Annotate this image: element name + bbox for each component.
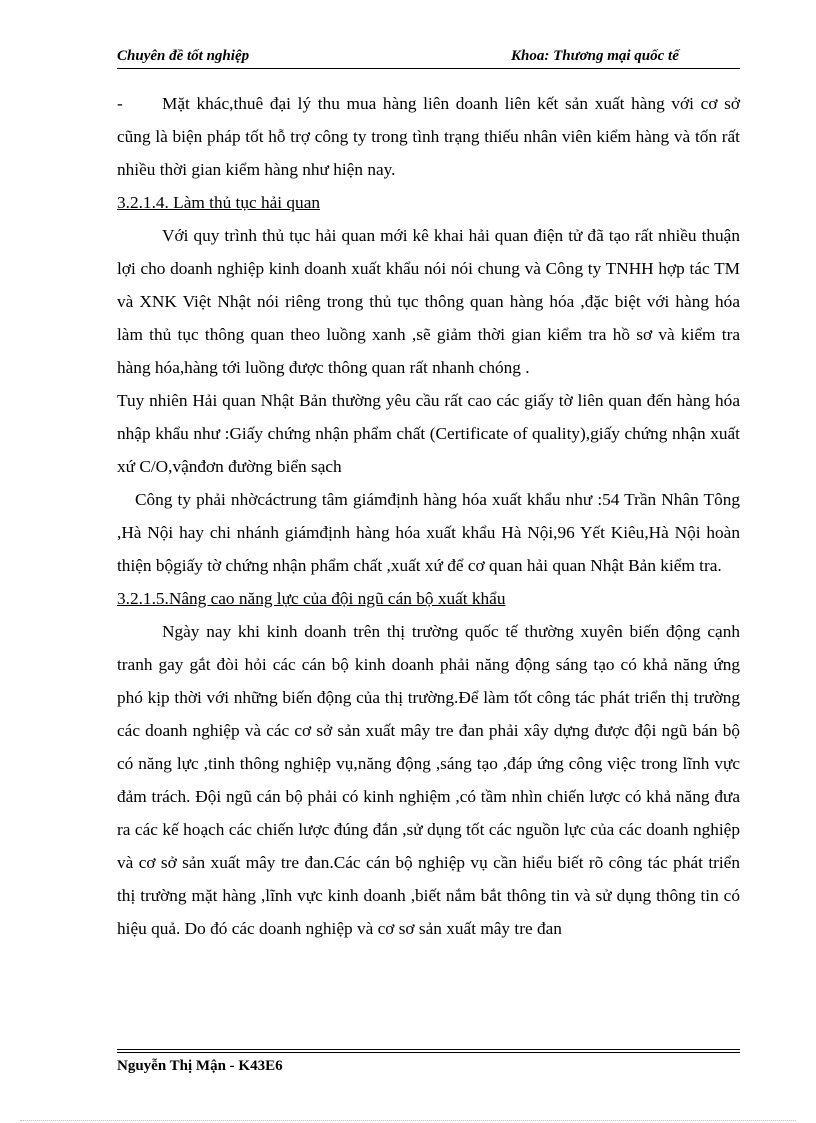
body-text [117, 87, 740, 945]
paragraph-2: Với quy trình thủ tục hải quan mới kê khai hải quan điện tử đã tạo rất nhiều thuận lợi cho doanh nghiệp kinh doanh xuất khẩu nói nói chung và Công ty TNHH hợp tác TM và XNK Việt Nhật nói riêng trong thủ tục thông quan hàng hóa ,đặc biệt với hàng hóa làm thủ tục thông quan theo luồng xanh ,sẽ giảm thời gian kiểm tra hồ sơ và kiểm tra hàng hóa,hàng tới luồng được thông quan rất nhanh chóng . [117, 226, 740, 377]
header-right-title: Khoa: Thương mại quốc tế [511, 48, 679, 64]
paragraph-4: Công ty phải nhờcáctrung tâm giámđịnh hàng hóa xuất khẩu như :54 Trần Nhân Tông ,Hà Nội hay chi nhánh giámđịnh hàng hóa xuất khẩu Hà Nội,96 Yết Kiêu,Hà Nội hoàn thiện bộgiấy tờ chứng nhận phẩm chất ,xuất xứ để cơ quan hải quan Nhật Bản kiểm tra. [117, 490, 740, 575]
section-heading-3-2-1-5: 3.2.1.5.Nâng cao năng lực của đội ngũ cán bộ xuất khẩu [117, 589, 506, 608]
paragraph-3: Tuy nhiên Hải quan Nhật Bản thường yêu cầu rất cao các giấy tờ liên quan đến hàng hóa nhập khẩu như :Giấy chứng nhận phẩm chất (Certificate of quality),giấy chứng nhận xuất xứ C/O,vậnđơn đường biển sạch [117, 391, 740, 476]
page-bottom-dotted-border [20, 1120, 796, 1121]
page-header [117, 48, 740, 68]
footer-rule-top [117, 1049, 740, 1050]
header-rule [117, 68, 740, 69]
page-footer: Nguyễn Thị Mận - K43E6 [117, 1058, 283, 1074]
paragraph-5: Ngày nay khi kinh doanh trên thị trường quốc tế thường xuyên biến động cạnh tranh gay gắt đòi hỏi các cán bộ kinh doanh phải năng động sáng tạo có khả năng ứng phó kịp thời với những biến động của thị trường.Để làm tốt công tác phát triển thị trường các doanh nghiệp và các cơ sở sản xuất mây tre đan phải xây dựng được đội ngũ bán bộ có năng lực ,tinh thông nghiệp vụ,năng động ,sáng tạo ,đáp ứng công việc trong lĩnh vực đảm trách. Đội ngũ cán bộ phải có kinh nghiệm ,có tầm nhìn chiến lược có khả năng đưa ra các kế hoạch các chiến lược đúng đắn ,sử dụng tốt các nguồn lực của các doanh nghiệp và cơ sở sản xuất mây tre đan.Các cán bộ nghiệp vụ cần hiểu biết rõ công tác phát triển thị trường mặt hàng ,lĩnh vực kinh doanh ,biết nắm bắt thông tin và sử dụng thông tin có hiệu quả. Do đó các doanh nghiệp và cơ sơ sản xuất mây tre đan [117, 622, 740, 938]
bullet-dash: - [117, 94, 123, 113]
section-heading-3-2-1-4: 3.2.1.4. Làm thủ tục hải quan [117, 193, 321, 212]
header-left-title: Chuyên đề tốt nghiệp [117, 48, 250, 64]
footer-rule-bottom [117, 1052, 740, 1053]
paragraph-1-text: Mặt khác,thuê đại lý thu mua hàng liên doanh liên kết sản xuất hàng với cơ sở cũng là biện pháp tốt hỗ trợ công ty trong tình trạng thiếu nhân viên kiểm hàng và tốn rất nhiều thời gian kiểm hàng như hiện nay. [117, 94, 740, 179]
paragraph-1 [117, 87, 740, 186]
